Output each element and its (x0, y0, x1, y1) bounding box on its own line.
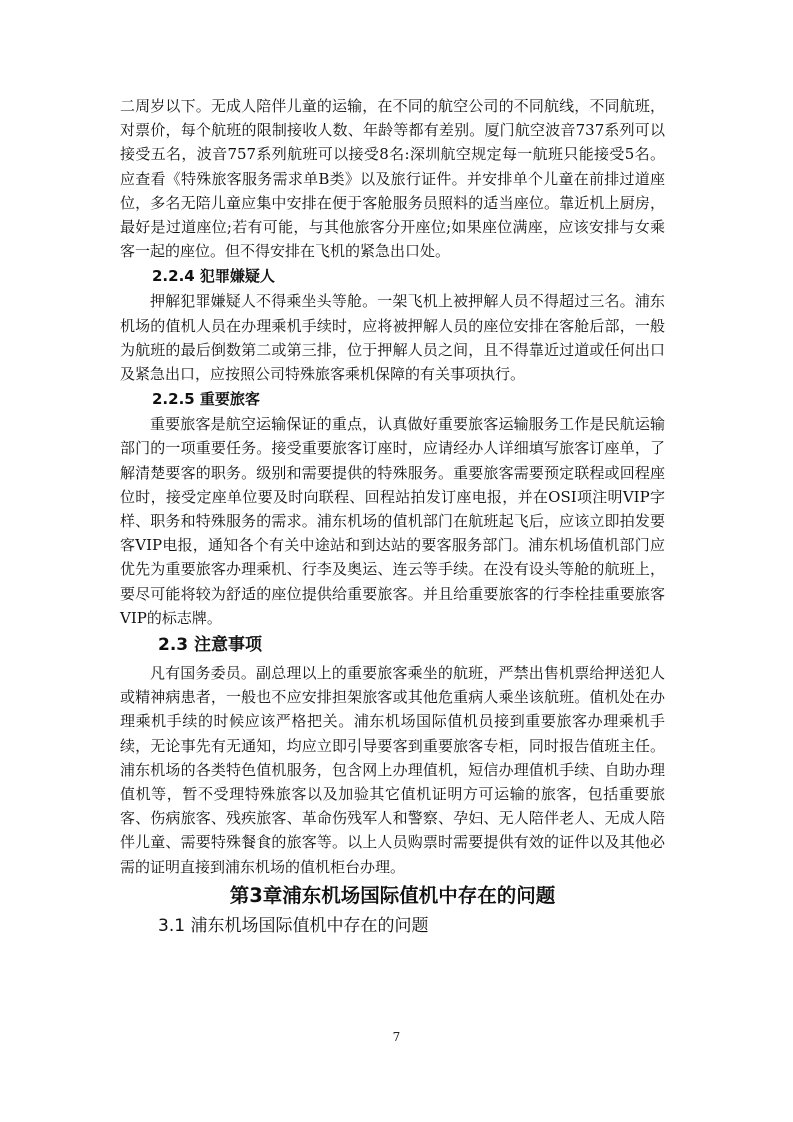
chapter-title: 第3章浦东机场国际值机中存在的问题 (229, 883, 556, 907)
section-heading-2-2-4: 2.2.4 犯罪嫌疑人 (152, 267, 275, 286)
section-heading-2-2-5: 2.2.5 重要旅客 (152, 390, 260, 409)
section-heading-3-1: 3.1 浦东机场国际值机中存在的问题 (158, 915, 429, 936)
page-number: 7 (392, 1030, 401, 1044)
body-paragraph: 二周岁以下。无成人陪伴儿童的运输，在不同的航空公司的不同航线，不同航班，对票价，每个航班的限制接收人数、年龄等都有差别。厦门航空波音737系列可以接受五名，波音757系列航班可以接受8名:深圳航空规定每一航班只能接受5名。应查看《特殊旅客服务需求单B类》以及旅行证件。并安排单个儿童在前排过道座位，多名无陪儿童应集中安排在便于客舱服务员照料的适当座位。靠近机上厨房，最好是过道座位;若有可能，与其他旅客分开座位;如果座位满座，应该安排与女乘客一起的座位。但不得安排在飞机的紧急出口处。 (120, 97, 665, 261)
body-paragraph: 重要旅客是航空运输保证的重点，认真做好重要旅客运输服务工作是民航运输部门的一项重要任务。接受重要旅客订座时，应请经办人详细填写旅客订座单，了解清楚要客的职务。级别和需要提供的特殊服务。重要旅客需要预定联程或回程座位时，接受定座单位要及时向联程、回程站拍发订座电报，并在OSI项注明VIP字样、职务和特殊服务的需求。浦东机场的值机部门在航班起飞后，应该立即拍发要客VIP电报，通知各个有关中途站和到达站的要客服务部门。浦东机场值机部门应优先为重要旅客办理乘机、行李及奥运、连云等手续。在没有设头等舱的航班上，要尽可能将较为舒适的座位提供给重要旅客。并且给重要旅客的行李栓挂重要旅客VIP的标志牌。 (120, 415, 665, 627)
body-paragraph: 押解犯罪嫌疑人不得乘坐头等舱。一架飞机上被押解人员不得超过三名。浦东机场的值机人员在办理乘机手续时，应将被押解人员的座位安排在客舱后部，一般为航班的最后倒数第二或第三排，位于押解人员之间，且不得靠近过道或任何出口及紧急出口，应按照公司特殊旅客乘机保障的有关事项执行。 (120, 292, 665, 384)
document-body (120, 94, 665, 941)
body-paragraph: 凡有国务委员。副总理以上的重要旅客乘坐的航班，严禁出售机票给押送犯人或精神病患者，一般也不应安排担架旅客或其他危重病人乘坐该航班。值机处在办理乘机手续的时候应该严格把关。浦东机场国际值机员接到重要旅客办理乘机手续，无论事先有无通知，均应立即引导要客到重要旅客专柜，同时报告值班主任。浦东机场的各类特色值机服务，包含网上办理值机，短信办理值机手续、自助办理值机等，暂不受理特殊旅客以及加验其它值机证明方可运输的旅客，包括重要旅客、伤病旅客、残疾旅客、革命伤残军人和警察、孕妇、无人陪伴老人、无成人陪伴儿童、需要特殊餐食的旅客等。以上人员购票时需要提供有效的证件以及其他必需的证明直接到浦东机场的值机柜台办理。 (120, 664, 665, 876)
section-heading-2-3: 2.3 注意事项 (158, 635, 263, 656)
